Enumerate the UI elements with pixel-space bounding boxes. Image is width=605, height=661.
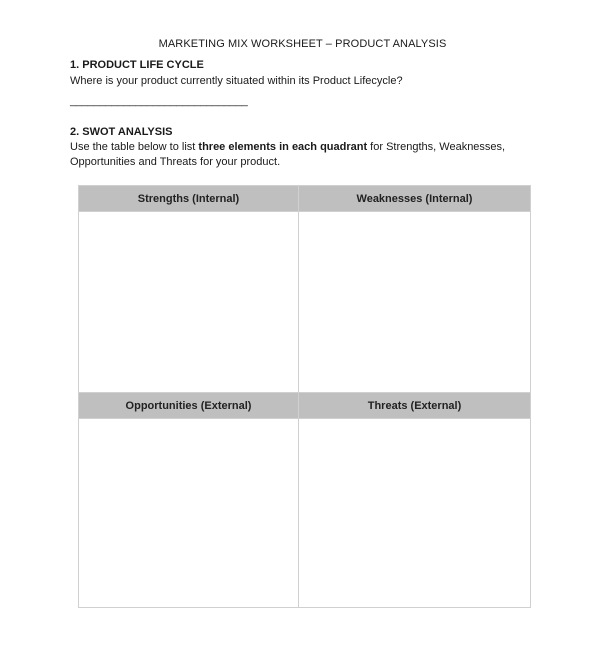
document-title: MARKETING MIX WORKSHEET – PRODUCT ANALYSIS: [158, 38, 447, 50]
swot-instructions-start: Use the table below to list: [70, 141, 199, 153]
threats-header: Threats (External): [299, 393, 531, 419]
opportunities-header: Opportunities (External): [79, 393, 299, 419]
threats-cell[interactable]: [299, 419, 531, 608]
product-life-cycle-question: Where is your product currently situated within its Product Lifecycle?: [70, 75, 403, 87]
answer-line[interactable]: ______________________________: [70, 95, 248, 107]
section-heading-swot-analysis: 2. SWOT ANALYSIS: [70, 126, 173, 138]
strengths-header: Strengths (Internal): [79, 186, 299, 212]
weaknesses-header: Weaknesses (Internal): [299, 186, 531, 212]
strengths-cell[interactable]: [79, 212, 299, 393]
swot-instructions-emphasis: three elements in each quadrant: [198, 141, 368, 153]
swot-instructions-end: for Strengths, Weaknesses, Opportunities and Threats for your product.: [70, 141, 506, 168]
opportunities-cell[interactable]: [79, 419, 299, 608]
weaknesses-cell[interactable]: [299, 212, 531, 393]
section-heading-product-life-cycle: 1. PRODUCT LIFE CYCLE: [70, 59, 204, 71]
swot-table: [78, 185, 531, 608]
swot-instructions: [70, 140, 540, 170]
